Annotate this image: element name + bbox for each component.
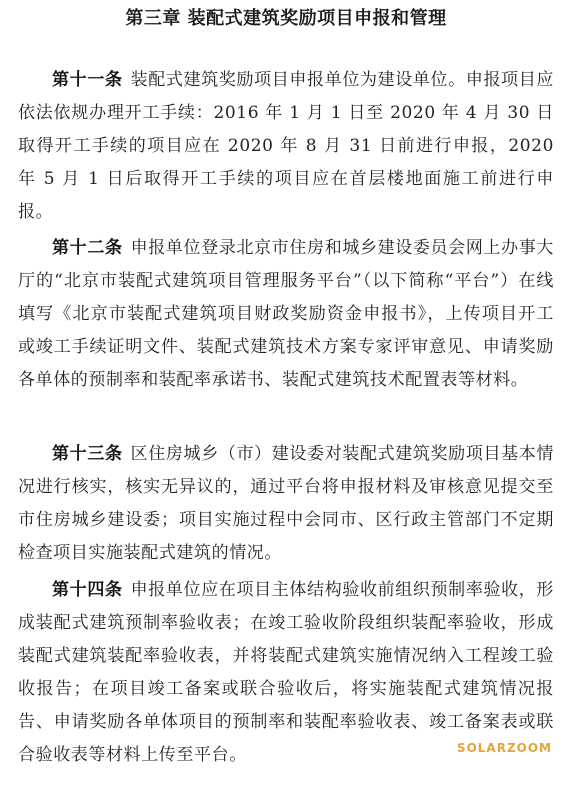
article-13 — [18, 438, 554, 570]
article-11-text: 装配式建筑奖励项目申报单位为建设单位。申报项目应依法依规办理开工手续：2016 年 1 月 1 日至 2020 年 4 月 30 日取得开工手续的项目应在 2020 年 8 月 31 日前进行申报，2020 年 5 月 1 日后取得开工手续的项目应在首层楼地面施工前进行申报。 — [18, 70, 554, 222]
article-14-label: 第十四条 — [52, 580, 123, 600]
article-12 — [18, 232, 554, 397]
article-14-text: 申报单位应在项目主体结构验收前组织预制率验收，形成装配式建筑预制率验收表；在竣工验收阶段组织装配率验收，形成装配式建筑装配率验收表，并将装配式建筑实施情况纳入工程竣工验收报告；在项目竣工备案或联合验收后，将实施装配式建筑情况报告、申请奖励各单体项目的预制率和装配率验收表、竣工备案表或联合验收表等材料上传至平台。 — [18, 580, 554, 765]
article-12-text: 申报单位登录北京市住房和城乡建设委员会网上办事大厅的“北京市装配式建筑项目管理服务平台”（以下简称“平台”）在线填写《北京市装配式建筑项目财政奖励资金申报书》，上传项目开工或竣工手续证明文件、装配式建筑技术方案专家评审意见、申请奖励各单体的预制率和装配率承诺书、装配式建筑技术配置表等材料。 — [18, 238, 554, 390]
watermark: SOLARZOOM — [456, 741, 552, 755]
article-11-label: 第十一条 — [52, 70, 123, 90]
article-13-label: 第十三条 — [52, 444, 123, 464]
article-12-label: 第十二条 — [52, 238, 123, 258]
article-13-text: 区住房城乡（市）建设委对装配式建筑奖励项目基本情况进行核实，核实无异议的，通过平台将申报材料及审核意见提交至市住房城乡建设委；项目实施过程中会同市、区行政主管部门不定期检查项目实施装配式建筑的情况。 — [18, 444, 554, 563]
chapter-title: 第三章 装配式建筑奖励项目申报和管理 — [125, 8, 447, 29]
article-11 — [18, 64, 554, 229]
